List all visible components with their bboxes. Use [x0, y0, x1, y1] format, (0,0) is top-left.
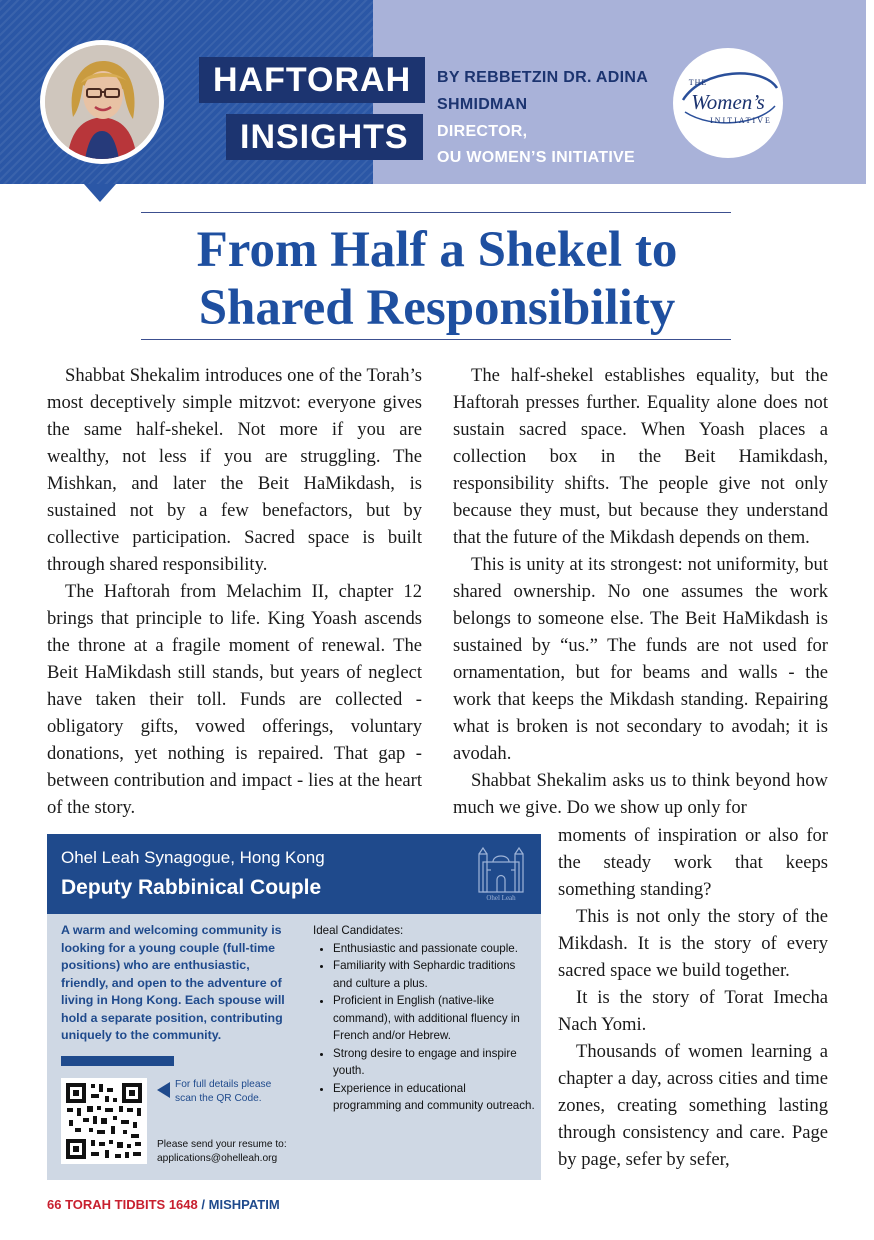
arrow-left-icon	[157, 1082, 170, 1098]
paragraph: Shabbat Shekalim asks us to think beyond how much we give. Do we show up only for	[453, 770, 828, 818]
article-column-right	[453, 362, 828, 821]
byline-name-1: BY REBBETZIN DR. ADINA	[437, 69, 649, 86]
paragraph: moments of inspiration or also for the steady work that keeps something standing?	[558, 825, 828, 900]
womens-initiative-logo	[673, 48, 783, 158]
paragraph: This is unity at its strongest: not uniformity, but shared ownership. No one assumes the work belongs to someone else. The Beit HaMikdash is sustained by “us.” The funds are not used for ornamentation, but for beams and walls - the work that keeps the Mikdash standing. Repairing what is broken is not secondary to avodah; it is avodah.	[453, 554, 828, 764]
byline-role-2: OU WOMEN’S INITIATIVE	[437, 149, 636, 166]
job-ad-description: A warm and welcoming community is looking for a young couple (full-time positions) who are enthusiastic, friendly, and open to the adventure of living in Hong Kong. Each spouse will hold a separate position, contributing uniquely to the community.	[61, 923, 285, 1042]
paragraph: The Haftorah from Melachim II, chapter 12 brings that principle to life. King Yoash ascends the throne at a fragile moment of renewal. The Beit HaMikdash still stands, but years of neglect have taken their toll. Funds are collected - obligatory gifts, vowed offerings, voluntary donations, yet nothing is repaired. That gap - between contribution and impact - lies at the heart of the story.	[47, 581, 422, 818]
footer-page-text: 66 TORAH TIDBITS 1648	[47, 1197, 198, 1212]
qr-code[interactable]	[61, 1078, 147, 1164]
brand-insights: INSIGHTS	[226, 114, 423, 160]
article-title-line-1: From Half a Shekel to	[196, 222, 678, 278]
title-rule-bottom	[141, 339, 731, 340]
article-column-left	[47, 362, 422, 821]
footer-separator: /	[201, 1197, 206, 1212]
job-ad-header	[47, 834, 541, 914]
logo-name: Women’s	[691, 90, 765, 114]
page-footer	[47, 1197, 280, 1212]
synagogue-logo-caption: Ohel Leah	[486, 894, 516, 902]
paragraph: It is the story of Torat Imecha Nach Yomi.	[558, 987, 828, 1035]
author-photo	[40, 40, 164, 164]
ad-divider-bar	[61, 1056, 174, 1066]
paragraph: Thousands of women learning a chapter a day, across cities and time zones, creating something lasting through consistency and care. Page by page, sefer by sefer,	[558, 1041, 828, 1170]
logo-sub: INITIATIVE	[710, 116, 772, 125]
list-item: • Experience in educational programming and community outreach.	[333, 1080, 535, 1115]
list-item: • Familiarity with Sephardic traditions and culture a plus.	[333, 957, 535, 992]
header-pointer	[84, 184, 116, 202]
article-column-wrap	[558, 822, 828, 1173]
byline-name-2: SHMIDMAN	[437, 96, 528, 113]
job-ad	[47, 834, 541, 1180]
qr-note: For full details please scan the QR Code.	[175, 1079, 272, 1104]
ideal-candidates	[313, 922, 535, 1115]
synagogue-icon	[473, 840, 529, 908]
byline-role-1: DIRECTOR,	[437, 123, 528, 140]
title-rule-top	[141, 212, 731, 213]
paragraph: The half-shekel establishes equality, but the Haftorah presses further. Equality alone does not sustain sacred space. When Yoash places a collection box in the Beit Hamikdash, responsibility shifts. The people give not only because they must, but because they understand that the future of the Mikdash depends on them.	[453, 365, 828, 548]
brand-haftorah: HAFTORAH	[199, 57, 425, 103]
ideal-candidates-heading: Ideal Candidates:	[313, 924, 404, 937]
resume-email-link[interactable]: applications@ohelleah.org	[157, 1153, 278, 1164]
job-ad-subtitle: Ohel Leah Synagogue, Hong Kong	[61, 848, 325, 867]
list-item: • Strong desire to engage and inspire youth.	[333, 1045, 535, 1080]
article-title-line-2: Shared Responsibility	[198, 280, 676, 336]
logo-the: THE	[688, 78, 708, 87]
footer-parsha: MISHPATIM	[208, 1197, 280, 1212]
paragraph: Shabbat Shekalim introduces one of the Torah’s most deceptively simple mitzvot: everyone gives the same half-shekel. Not more if you are wealthy, not less if you are struggling. The Mishkan, and later the Beit HaMikdash, is sustained not by a few benefactors, but by collective participation. Sacred space is built through shared responsibility.	[47, 365, 422, 575]
job-ad-title: Deputy Rabbinical Couple	[61, 876, 322, 899]
list-item: • Enthusiastic and passionate couple.	[333, 940, 535, 958]
list-item: • Proficient in English (native-like command), with additional fluency in French and/or Hebrew.	[333, 992, 535, 1045]
resume-note: Please send your resume to:	[157, 1139, 287, 1150]
paragraph: This is not only the story of the Mikdash. It is the story of every sacred space we build together.	[558, 906, 828, 981]
